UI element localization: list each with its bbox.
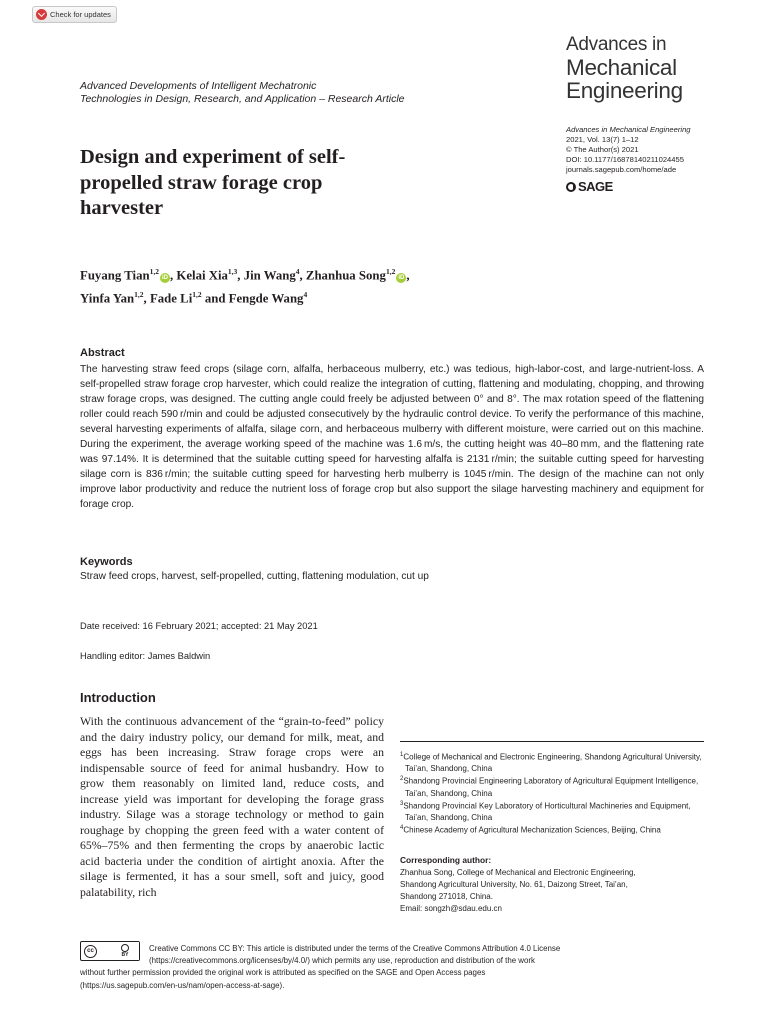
check-for-updates-button[interactable]: [32, 6, 117, 23]
meta-journal: Advances in Mechanical Engineering: [566, 125, 691, 134]
introduction-heading: Introduction: [80, 690, 156, 705]
sage-logo: SAGE: [566, 179, 613, 194]
abstract-heading: Abstract: [80, 347, 125, 359]
article-title: Design and experiment of self-propelled straw forage crop harvester: [80, 146, 346, 219]
keywords-text: Straw feed crops, harvest, self-propelled, cutting, flattening modulation, cut up: [80, 571, 429, 582]
affiliations: [400, 750, 710, 836]
author-affiliation-ref: 1,2: [149, 267, 159, 276]
orcid-icon[interactable]: iD: [161, 275, 168, 282]
meta-volume: 2021, Vol. 13(7) 1–12: [566, 135, 639, 144]
check-updates-label: Check for updates: [50, 10, 111, 19]
affiliation-number: 2: [400, 776, 404, 783]
affiliation-number: 3: [400, 800, 404, 807]
by-icon: BY: [111, 942, 139, 960]
affiliation-text: Shandong Provincial Key Laboratory of Horticultural Machineries and Equipment, Tai’an, Shandong, China: [403, 801, 691, 822]
corresponding-author: Zhanhua Song, College of Mechanical and Electronic Engineering, Shandong Agricultural University, No. 61, Daizong Street, Tai’an, Shandong 271018, China. Email: songzh@sdau.edu.cn: [400, 867, 700, 915]
keywords-heading: Keywords: [80, 556, 133, 568]
handling-editor: Handling editor: James Baldwin: [80, 651, 211, 661]
author-separator: ,: [169, 268, 177, 283]
author-affiliation-ref: 4: [295, 267, 300, 276]
corresponding-heading: Corresponding author:: [400, 855, 492, 865]
meta-copyright: © The Author(s) 2021: [566, 145, 639, 154]
orcid-icon[interactable]: iD: [398, 275, 405, 282]
affiliation-item: [400, 774, 710, 798]
author-name: Fade Li: [149, 291, 193, 306]
author-separator: ,: [299, 268, 306, 283]
introduction-text: With the continuous advancement of the “grain-to-feed” policy and the dairy industry policy, our demand for milk, meat, and eggs has been increasing. Straw forage crops were an indispensable source of feed for animal husbandry. How to grow them reasonably on limited land, reduce costs, and increase yield was important for developing the forage grass industry. Silage was a storage technology or method to gain roughage by chopping the green feed with a water content of 65%–75% and then fermenting the crops by anaerobic lactic acid bacteria under the condition of airtight anoxia. After the silage is fermented, it has a sour smell, soft and juicy, good palatability, rich: [80, 714, 384, 899]
affiliation-number: 1: [400, 752, 404, 758]
author-separator: and: [201, 291, 229, 306]
author-separator: ,: [143, 291, 150, 306]
affiliation-text: College of Mechanical and Electronic Engineering, Shandong Agricultural University, Tai’an, Shandong, China: [403, 752, 702, 774]
affiliation-number: 4: [400, 825, 404, 832]
author-name: Jin Wang: [243, 268, 296, 283]
author-affiliation-ref: 1,3: [227, 267, 238, 276]
dates-received: Date received: 16 February 2021; accepted: 21 May 2021: [80, 621, 318, 631]
affiliation-text: Shandong Provincial Engineering Laboratory of Agricultural Equipment Intelligence, Tai’an, Shandong, China: [403, 777, 699, 798]
license-text: Creative Commons CC BY: This article is distributed under the terms of the Creative Commons Attribution 4.0 License (https://creativecommons.org/licenses/by/4.0/) which permits any use, reproduction and distribution of the work without further permission provided the original work is attributed as specified on the SAGE and Open Access pages (https://us.sagepub.com/en-us/nam/open-access-at-sage).: [80, 944, 561, 990]
article-series: Advanced Developments of Intelligent Mechatronic Technologies in Design, Research, and Application – Research Article: [80, 80, 405, 105]
author-affiliation-ref: 1,2: [134, 290, 144, 300]
author-affiliation-ref: 4: [303, 290, 308, 300]
affiliation-item: [400, 799, 710, 823]
sage-logo-icon: [566, 182, 576, 192]
authors-line-1: [80, 262, 540, 285]
author-name: Yinfa Yan: [80, 291, 135, 306]
affiliation-divider: [400, 741, 704, 742]
meta-doi[interactable]: DOI: 10.1177/16878140211024455: [566, 155, 684, 164]
corresponding-email[interactable]: Email: songzh@sdau.edu.cn: [400, 904, 502, 913]
author-affiliation-ref: 1,2: [192, 290, 202, 300]
author-name: Kelai Xia: [176, 268, 228, 283]
meta-url[interactable]: journals.sagepub.com/home/ade: [566, 165, 677, 174]
author-affiliation-ref: 1,2: [385, 267, 396, 276]
author-name: Fengde Wang: [228, 291, 304, 306]
affiliation-item: [400, 750, 710, 774]
affiliation-text: Chinese Academy of Agricultural Mechanization Sciences, Beijing, China: [403, 826, 661, 836]
author-name: Zhanhua Song: [305, 268, 386, 283]
article-meta: [566, 125, 691, 175]
cc-icon: cc: [84, 945, 97, 958]
author-separator: ,: [237, 268, 244, 283]
author-list: [80, 262, 540, 309]
author-separator: ,: [406, 268, 410, 283]
author-name: Fuyang Tian: [80, 268, 150, 283]
check-updates-icon: [36, 9, 47, 20]
journal-logo: Advances in Mechanical Engineering: [566, 34, 683, 103]
abstract-text: The harvesting straw feed crops (silage corn, alfalfa, herbaceous mulberry, etc.) was tedious, high-labor-cost, and large-nutrient-loss. A self-propelled straw forage crop harvester, which could realize the integration of cutting, flattening and modulating, chopping, and throwing straw forage crops, was designed. The cutting angle could freely be adjusted between 0° and 8°. The max rotation speed of the flattening roller could reach 590 r/min and could be adjusted consecutively by the hydraulic control device. To verify the performance of this machine, several harvesting experiments of alfalfa, silage corn, and herbaceous mulberry with different moisture, were carried out on this machine. During the experiment, the average working speed of the machine was 1.6 m/s, the cutting height was 40–80 mm, and the flattening rate was 97.14%. It is determined that the suitable cutting speed for harvesting alfalfa is 2131 r/min; the suitable cutting speed for harvesting silage corn is 836 r/min; the suitable cutting speed for harvesting herb mulberry is 1045 r/min. The design of the machine can not only improve labor productivity and reduce the nutrient loss of forage crop but also support the silage harvesting machinery and equipment for forage crop.: [80, 364, 704, 510]
affiliation-item: [400, 823, 710, 836]
authors-line-2: [80, 285, 540, 308]
